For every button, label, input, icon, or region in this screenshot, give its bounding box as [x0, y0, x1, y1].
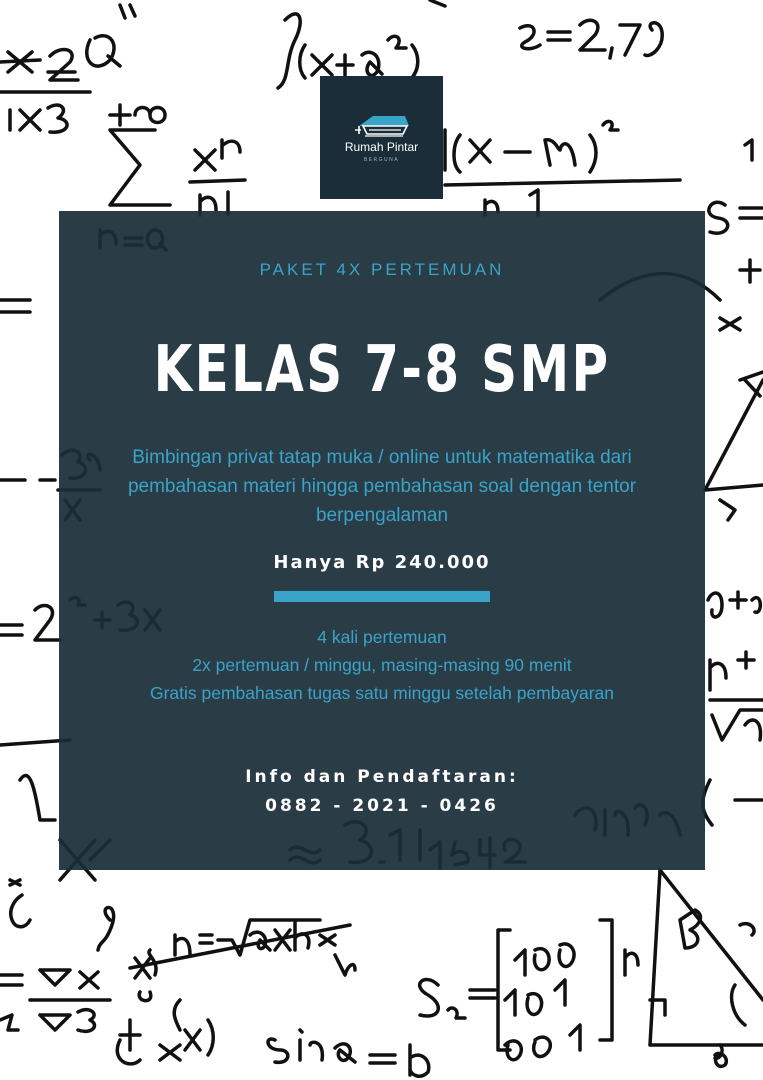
house-book-icon [351, 112, 413, 140]
logo-name: Rumah Pintar [344, 140, 419, 154]
feature-item: Gratis pembahasan tugas satu minggu setelah pembayaran [149, 683, 615, 703]
contact-block [59, 763, 705, 821]
info-panel [59, 211, 705, 870]
feature-item: 2x pertemuan / minggu, masing-masing 90 menit [192, 655, 572, 675]
logo-tagline: BERGUNA [363, 157, 400, 163]
accent-divider [274, 591, 490, 602]
price-label: Hanya Rp 240.000 [273, 552, 491, 573]
description: Bimbingan privat tatap muka / online untuk matematika dari pembahasan materi hingga pembahasan soal dengan tentor berpengalaman [127, 447, 637, 526]
feature-item: 4 kali pertemuan [317, 627, 447, 647]
page-title: KELAS 7-8 SMP [153, 333, 611, 407]
phone-number[interactable]: 0882 - 2021 - 0426 [265, 796, 499, 816]
logo-badge [320, 76, 443, 199]
feature-list [99, 623, 665, 707]
package-label: PAKET 4X PERTEMUAN [259, 260, 505, 279]
info-label: Info dan Pendaftaran: [245, 767, 519, 787]
